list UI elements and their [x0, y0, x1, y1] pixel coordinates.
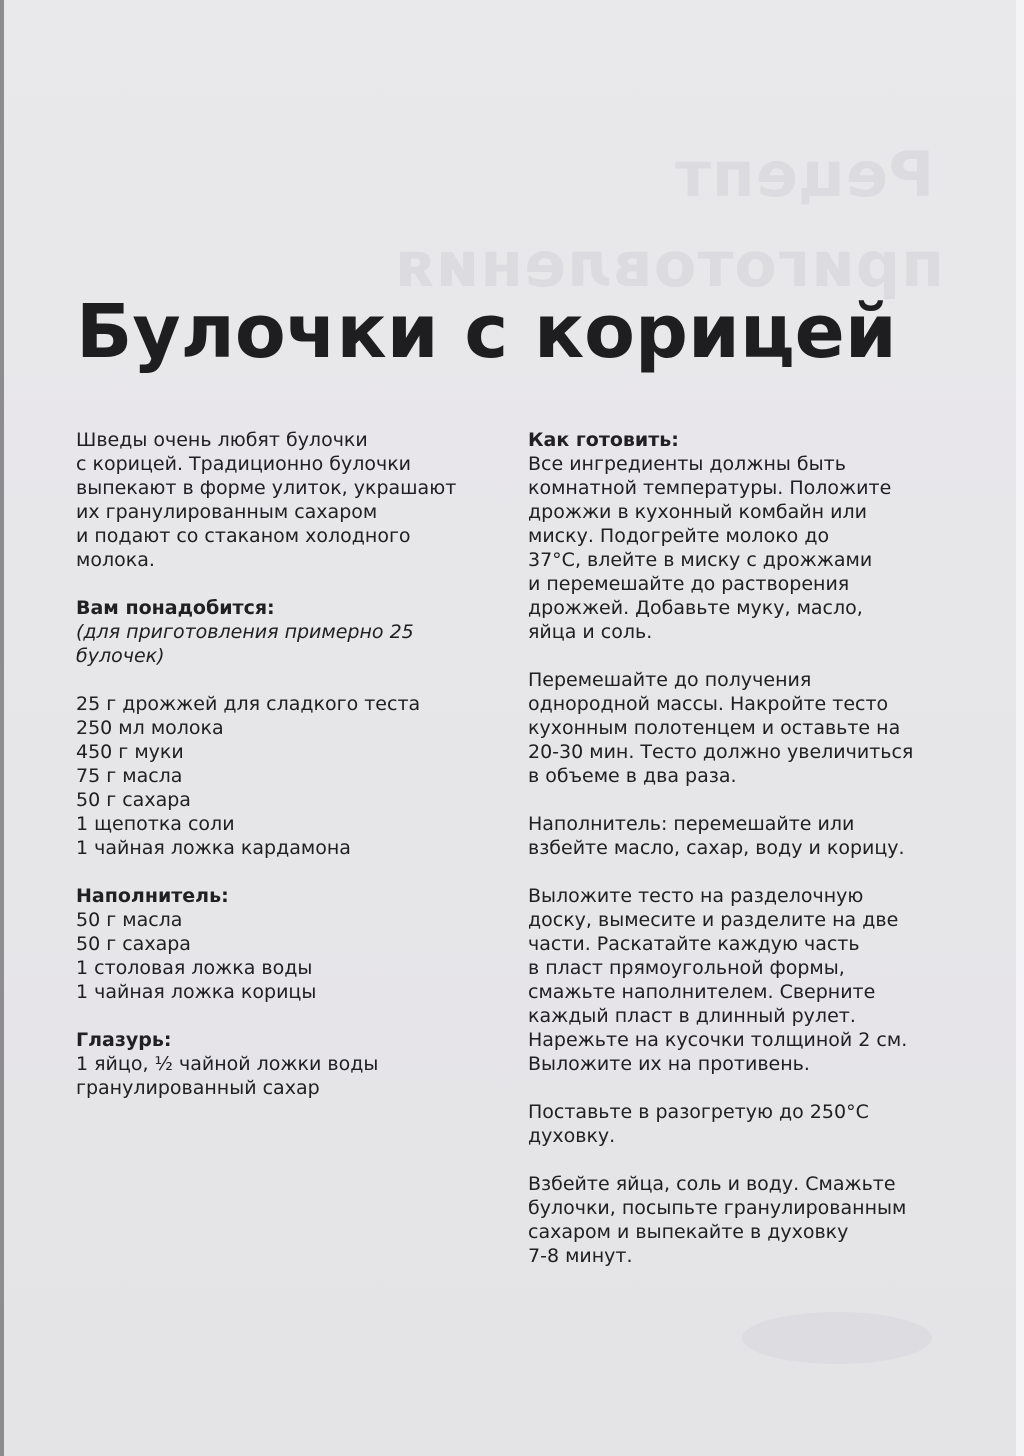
- scan-edge-right: [1016, 0, 1024, 1456]
- method-heading: Как готовить:: [528, 429, 679, 451]
- method-step: [528, 452, 948, 644]
- left-column: [76, 428, 496, 1100]
- intro-line: их гранулированным сахаром: [76, 501, 378, 523]
- method-line: Взбейте яйца, соль и воду. Смажьте: [528, 1173, 896, 1195]
- method-line: булочки, посыпьте гранулированным: [528, 1197, 907, 1219]
- method-step: [528, 1100, 948, 1148]
- method-line: каждый пласт в длинный рулет.: [528, 1005, 856, 1027]
- intro-line: молока.: [76, 549, 155, 571]
- method-line: взбейте масло, сахар, воду и корицу.: [528, 837, 905, 859]
- intro-line: и подают со стаканом холодного: [76, 525, 411, 547]
- servings-note: (для приготовления примерно 25: [76, 621, 414, 643]
- method-line: смажьте наполнителем. Сверните: [528, 981, 876, 1003]
- scan-edge-left: [0, 0, 4, 1456]
- glaze-item: гранулированный сахар: [76, 1077, 320, 1099]
- intro-line: Шведы очень любят булочки: [76, 429, 368, 451]
- method-line: доску, вымесите и разделите на две: [528, 909, 899, 931]
- show-through-text-1: Рецепт: [673, 138, 934, 211]
- ingredients-section: [76, 596, 496, 860]
- method-step: [528, 668, 948, 788]
- servings-note: булочек): [76, 645, 165, 667]
- method-line: Поставьте в разогретую до 250°С: [528, 1101, 869, 1123]
- show-through-logo: [742, 1312, 932, 1364]
- method-line: однородной массы. Накройте тесто: [528, 693, 889, 715]
- glaze-section: [76, 1028, 496, 1100]
- recipe-title: Булочки с корицей: [76, 289, 897, 375]
- filling-item: 50 г сахара: [76, 933, 191, 955]
- method-line: 20-30 мин. Тесто должно увеличиться: [528, 741, 914, 763]
- filling-item: 1 чайная ложка корицы: [76, 981, 317, 1003]
- method-line: миску. Подогрейте молоко до: [528, 525, 830, 547]
- filling-item: 50 г масла: [76, 909, 183, 931]
- intro-line: выпекают в форме улиток, украшают: [76, 477, 457, 499]
- filling-heading: Наполнитель:: [76, 885, 229, 907]
- method-line: Наполнитель: перемешайте или: [528, 813, 855, 835]
- method-line: и перемешайте до растворения: [528, 573, 850, 595]
- glaze-heading: Глазурь:: [76, 1029, 172, 1051]
- method-line: части. Раскатайте каждую часть: [528, 933, 860, 955]
- show-through-text-2: приготовления: [394, 228, 944, 301]
- method-line: Выложите тесто на разделочную: [528, 885, 864, 907]
- filling-section: [76, 884, 496, 1004]
- method-step: [528, 812, 948, 860]
- glaze-item: 1 яйцо, ½ чайной ложки воды: [76, 1053, 379, 1075]
- ingredients-heading: Вам понадобится:: [76, 597, 275, 619]
- method-line: в объеме в два раза.: [528, 765, 737, 787]
- method-line: дрожжи в кухонный комбайн или: [528, 501, 867, 523]
- method-line: 7-8 минут.: [528, 1245, 633, 1267]
- method-line: сахаром и выпекайте в духовку: [528, 1221, 849, 1243]
- method-line: 37°С, влейте в миску с дрожжами: [528, 549, 873, 571]
- right-column: [528, 428, 948, 1268]
- method-line: Все ингредиенты должны быть: [528, 453, 846, 475]
- intro-line: с корицей. Традиционно булочки: [76, 453, 412, 475]
- ingredient-item: 25 г дрожжей для сладкого теста: [76, 693, 421, 715]
- ingredient-item: 1 чайная ложка кардамона: [76, 837, 351, 859]
- filling-item: 1 столовая ложка воды: [76, 957, 313, 979]
- method-step: [528, 1172, 948, 1268]
- ingredient-item: 75 г масла: [76, 765, 183, 787]
- ingredient-item: 1 щепотка соли: [76, 813, 235, 835]
- method-line: духовку.: [528, 1125, 616, 1147]
- ingredient-item: 450 г муки: [76, 741, 184, 763]
- method-line: Перемешайте до получения: [528, 669, 812, 691]
- method-line: Выложите их на противень.: [528, 1053, 810, 1075]
- method-step: [528, 884, 948, 1076]
- method-line: кухонным полотенцем и оставьте на: [528, 717, 901, 739]
- method-line: в пласт прямоугольной формы,: [528, 957, 845, 979]
- method-line: яйца и соль.: [528, 621, 653, 643]
- intro-paragraph: [76, 428, 496, 572]
- ingredient-item: 250 мл молока: [76, 717, 224, 739]
- ingredient-item: 50 г сахара: [76, 789, 191, 811]
- method-line: Нарежьте на кусочки толщиной 2 см.: [528, 1029, 908, 1051]
- method-line: дрожжей. Добавьте муку, масло,: [528, 597, 863, 619]
- method-line: комнатной температуры. Положите: [528, 477, 892, 499]
